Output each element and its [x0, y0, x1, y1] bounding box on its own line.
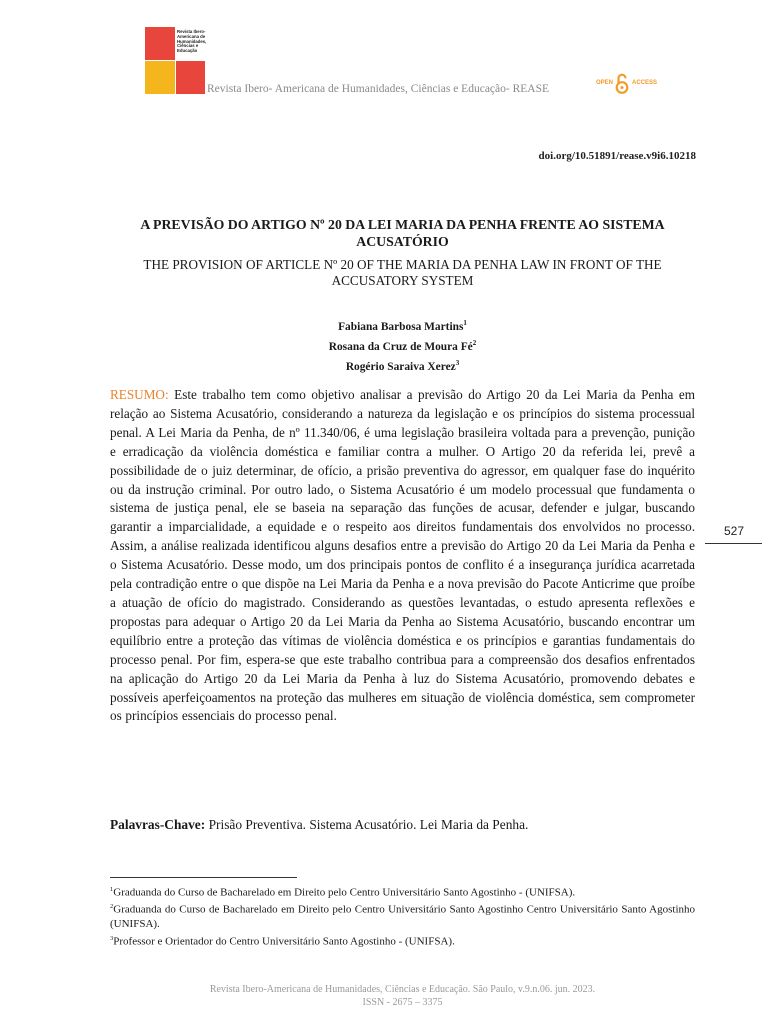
footnote-divider — [110, 877, 297, 878]
footnote: $^2$Graduanda do Curso de Bacharelado em Direito pelo Centro Universitário Santo Agostinho Centro Universitário Santo Agostinho (UNIFSA). — [110, 903, 695, 931]
article-title-en: THE PROVISION OF ARTICLE Nº 20 OF THE MARIA DA PENHA LAW IN FRONT OF THE ACCUSATORY SYSTEM — [143, 257, 662, 288]
author-note-mark: 1 — [463, 319, 467, 327]
page-footer — [110, 983, 695, 1009]
abstract — [110, 386, 695, 726]
open-access-lock-icon — [615, 73, 629, 95]
author: Rosana da Cruz de Moura $Fé^2$ — [328, 338, 477, 353]
footnote: $^3$Professor e Orientador do Centro Universitário Santo Agostinho - (UNIFSA). — [110, 934, 455, 948]
journal-name: Revista Ibero- Americana de Humanidades, Ciências e Educação- REASE — [207, 83, 550, 95]
doi-link[interactable]: doi.org/10.51891/rease.v9i6.10218 — [538, 150, 696, 162]
abstract-text: Este trabalho tem como objetivo analisar a previsão do Artigo 20 da Lei Maria da Penha em relação ao Sistema Acusatório, considerando a natureza da legislação e os princípios do sistema processual penal. A Lei Maria da Penha, de nº 11.340/06, é uma legislação brasileira voltada para a prevenção, punição e erradicação da violência doméstica e familiar contra a mulher. O Artigo 20 da referida lei, prevê a possibilidade de o juiz determinar, de ofício, a prisão preventiva do agressor, em qualquer fase do inquérito ou da instrução criminal. Por outro lado, o Sistema Acusatório é um modelo processual que fundamenta o sistema de justiça penal, ele se baseia na separação das funções de acusar, defender e julgar, buscando garantir a imparcialidade, a equidade e o respeito aos direitos fundamentais dos envolvidos no processo. Assim, a análise realizada identificou alguns desafios entre a previsão do Artigo 20 da Lei Maria da Penha e o Sistema Acusatório. Desse modo, um dos principais pontos de conflito é a insegurança jurídica acarretada pela contradição entre o que dispõe na Lei Maria da Penha e a nova previsão do Pacote Anticrime que proíbe a atuação de ofício do magistrado. Considerando as questões levantadas, o estudo apresenta reflexões e propostas para adequar o Artigo 20 da Lei Maria da Penha ao Sistema Acusatório, buscando encontrar um equilíbrio entre a proteção das vítimas de violência doméstica e os princípios e garantias fundamentais do processo penal. Por fim, espera-se que este trabalho contribua para a compreensão dos desafios enfrentados na aplicação do Artigo 20 da Lei Maria da Penha à luz do Sistema Acusatório, promovendo debates e possíveis aperfeiçoamentos na proteção das mulheres em situação de violência doméstica, sem comprometer os princípios essenciais do processo penal. — [110, 387, 695, 724]
open-access-badge[interactable] — [596, 73, 666, 97]
article-title-pt: A PREVISÃO DO ARTIGO Nº 20 DA LEI MARIA DA PENHA FRENTE AO SISTEMA ACUSATÓRIO — [140, 217, 665, 249]
author-note-mark: 2 — [472, 338, 477, 347]
logo-red-square — [145, 27, 175, 60]
logo-red-square-small — [176, 61, 205, 94]
keywords — [110, 816, 695, 834]
author-note-mark: 3 — [455, 358, 460, 367]
author: Fabiana Barbosa Martins$^1$ — [338, 319, 467, 333]
open-access-open-label: OPEN — [596, 80, 614, 86]
open-access-access-label: ACCESS — [632, 80, 658, 86]
page-number-rule — [705, 543, 762, 544]
footer-issn: ISSN - 2675 – 3375 — [362, 997, 443, 1008]
footnote: $^1$Graduanda do Curso de Bacharelado em Direito pelo Centro Universitário Santo Agostinho - (UNIFSA). — [110, 886, 576, 899]
page-number: 527 — [724, 524, 745, 538]
abstract-label: RESUMO: — [110, 387, 169, 402]
footer-citation: Revista Ibero-Americana de Humanidades, Ciências e Educação. São Paulo, v.9.n.06. jun. 2023. — [209, 984, 596, 995]
author-list — [110, 315, 695, 374]
footnotes — [110, 883, 695, 949]
author: Rogério Saraiva Xerez$^3$ — [345, 358, 460, 373]
logo-text: Revista Ibero-Americana de Humanidades, Ciências e Educação — [177, 29, 207, 54]
keywords-label: Palavras-Chave: — [110, 817, 206, 832]
logo-yellow-square — [145, 61, 175, 94]
keywords-text: Prisão Preventiva. Sistema Acusatório. Lei Maria da Penha. — [205, 817, 529, 832]
